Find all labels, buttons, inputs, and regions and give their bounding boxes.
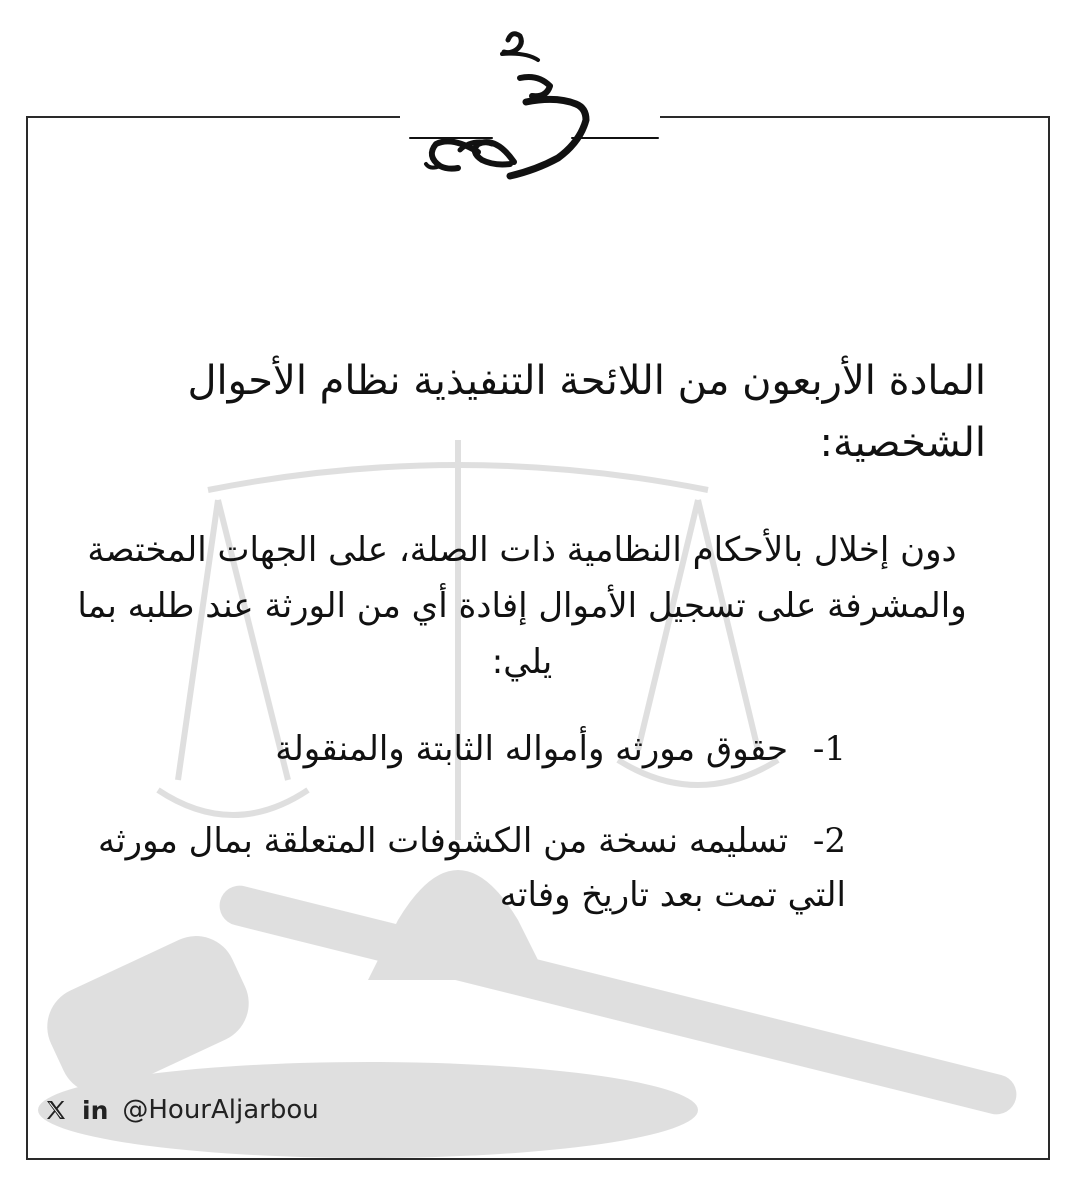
x-icon[interactable]: [44, 1098, 68, 1122]
list-item-text: تسليمه نسخة من الكشوفات المتعلقة بمال مورثه التي تمت بعد تاريخ وفاته: [97, 821, 846, 915]
document-body: [40, 0, 1036, 1200]
list-item-number: 1-: [812, 729, 846, 769]
list-item-text: حقوق مورثه وأمواله الثابتة والمنقولة: [275, 729, 789, 769]
article-intro: دون إخلال بالأحكام النظامية ذات الصلة، على الجهات المختصة والمشرفة على تسجيل الأموال إفادة أي من الورثة عند طلبه بما يلي:: [77, 530, 967, 682]
list-item: [86, 722, 846, 776]
social-footer: [44, 1090, 319, 1130]
list-item-number: 2-: [812, 821, 846, 861]
social-handle[interactable]: @HourAljarbou: [122, 1095, 319, 1125]
list-item: [86, 814, 846, 922]
linkedin-icon[interactable]: in: [82, 1095, 109, 1125]
article-title: المادة الأربعون من اللائحة التنفيذية نظام الأحوال الشخصية:: [187, 358, 986, 466]
